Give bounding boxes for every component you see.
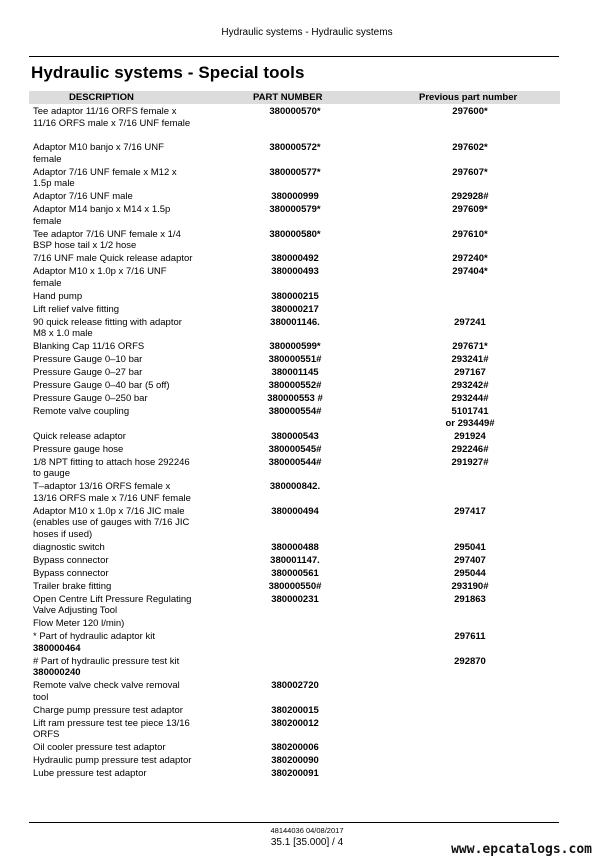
row-previous-part-line: 5101741 bbox=[451, 406, 489, 417]
table-row bbox=[0, 481, 614, 506]
row-previous-part-number bbox=[410, 354, 530, 366]
row-description-line: Trailer brake fitting bbox=[33, 580, 112, 592]
row-description-line: diagnostic switch bbox=[33, 541, 105, 553]
row-previous-part-number bbox=[410, 457, 530, 469]
row-part-number: 380000553 # bbox=[267, 393, 323, 404]
row-description bbox=[33, 304, 223, 316]
row-description bbox=[33, 291, 223, 303]
row-description-line: Adaptor M10 x 1.0p x 7/16 JIC male bbox=[33, 505, 185, 517]
table-row bbox=[0, 444, 614, 457]
table-row bbox=[0, 555, 614, 568]
row-part-number: 380000570* bbox=[269, 106, 321, 117]
row-part-number: 380000493 bbox=[271, 266, 319, 277]
row-part-number: 380200012 bbox=[271, 717, 319, 729]
table-row bbox=[0, 506, 614, 542]
row-description bbox=[33, 618, 223, 630]
table-row bbox=[0, 742, 614, 755]
row-description-line: 13/16 ORFS male x 7/16 UNF female bbox=[33, 492, 191, 504]
row-description-line: Pressure Gauge 0–250 bar bbox=[33, 393, 148, 404]
row-previous-part-number bbox=[410, 367, 530, 379]
row-description bbox=[33, 718, 223, 741]
table-row bbox=[0, 341, 614, 354]
row-description bbox=[33, 542, 223, 554]
row-previous-part-line: 297610* bbox=[452, 228, 488, 240]
row-description-line: female bbox=[33, 153, 62, 165]
row-part-number: 380000580* bbox=[269, 228, 321, 240]
row-description-line: Hydraulic pump pressure test adaptor bbox=[33, 755, 192, 766]
row-description-line: Flow Meter 120 l/min) bbox=[33, 618, 125, 629]
table-row bbox=[0, 594, 614, 619]
row-previous-part-line: 297602* bbox=[452, 142, 488, 153]
row-part-number: 380000550# bbox=[268, 580, 322, 592]
row-description-line: hoses if used) bbox=[33, 528, 93, 540]
table-row bbox=[0, 167, 614, 192]
row-description-line: (enables use of gauges with 7/16 JIC bbox=[33, 517, 190, 528]
row-previous-part-number bbox=[410, 568, 530, 580]
row-part-number: 380001146. bbox=[270, 316, 320, 328]
row-kit-number: 380000464 bbox=[33, 642, 81, 654]
table-row bbox=[0, 768, 614, 781]
row-part-number: 380000492 bbox=[271, 253, 319, 264]
row-previous-part-line: 297671* bbox=[452, 341, 488, 352]
row-part-number: 380000842. bbox=[269, 481, 321, 492]
row-description bbox=[33, 253, 223, 265]
table-row bbox=[0, 656, 614, 681]
row-description-line: Adaptor 7/16 UNF female x M12 x bbox=[33, 166, 177, 178]
row-description-line: Oil cooler pressure test adaptor bbox=[33, 742, 166, 753]
row-description-line: Tee adaptor 11/16 ORFS female x bbox=[33, 106, 177, 117]
row-part-number: 380000488 bbox=[271, 541, 319, 553]
row-previous-part-number bbox=[410, 380, 530, 392]
row-previous-part-number bbox=[410, 506, 530, 518]
row-previous-part-number bbox=[410, 581, 530, 593]
row-part-number: 380000999 bbox=[271, 191, 319, 202]
row-description bbox=[33, 167, 223, 190]
row-part-number: 380200090 bbox=[271, 755, 319, 766]
row-description-line: 11/16 ORFS male x 7/16 UNF female bbox=[33, 117, 191, 129]
row-part-number: 380000217 bbox=[271, 303, 319, 315]
watermark: www.epcatalogs.com bbox=[451, 842, 592, 857]
table-row bbox=[0, 618, 614, 631]
row-description bbox=[33, 742, 223, 754]
row-description-line: Quick release adaptor bbox=[33, 430, 126, 442]
row-description-line: 7/16 UNF male Quick release adaptor bbox=[33, 253, 193, 264]
row-part-number: 380200091 bbox=[271, 768, 319, 779]
table-row bbox=[0, 317, 614, 342]
table-row bbox=[0, 568, 614, 581]
row-part-number: 380001147. bbox=[270, 554, 320, 566]
row-previous-part-line: 292870 bbox=[454, 655, 486, 667]
row-description-line: Remote valve coupling bbox=[33, 406, 130, 417]
table-row bbox=[0, 191, 614, 204]
table-row bbox=[0, 253, 614, 266]
row-description-line: Open Centre Lift Pressure Regulating bbox=[33, 593, 192, 605]
row-description bbox=[33, 656, 223, 679]
row-description-line: Hand pump bbox=[33, 290, 83, 302]
row-part-number: 380200015 bbox=[271, 704, 319, 716]
row-description bbox=[33, 380, 223, 392]
footer-document-number: 48144036 04/08/2017 bbox=[270, 826, 344, 835]
row-previous-part-line: 291924 bbox=[454, 430, 486, 442]
row-previous-part-number bbox=[410, 444, 530, 456]
bottom-rule bbox=[29, 822, 559, 823]
row-previous-part-line: 291927# bbox=[451, 456, 489, 468]
table-row bbox=[0, 431, 614, 444]
row-description-line: Lift relief valve fitting bbox=[33, 303, 120, 315]
row-part-number: 380000231 bbox=[271, 593, 319, 605]
row-previous-part-number bbox=[410, 656, 530, 668]
row-previous-part-number bbox=[410, 106, 530, 118]
row-previous-part-line: 297240* bbox=[452, 253, 488, 264]
table-row bbox=[0, 393, 614, 406]
row-description-line: Remote valve check valve removal bbox=[33, 680, 180, 691]
row-description bbox=[33, 317, 223, 340]
row-description bbox=[33, 705, 223, 717]
row-previous-part-number bbox=[410, 253, 530, 265]
row-previous-part-line: 297600* bbox=[452, 106, 488, 117]
row-previous-part-line: 293190# bbox=[451, 580, 489, 592]
row-kit-number: 380000240 bbox=[33, 667, 81, 678]
row-part-number: 380000561 bbox=[271, 567, 319, 579]
row-previous-part-line: or 293449# bbox=[445, 417, 495, 429]
row-previous-part-line: 297407 bbox=[454, 554, 486, 566]
table-row bbox=[0, 142, 614, 167]
table-row bbox=[0, 229, 614, 254]
row-description bbox=[33, 266, 223, 289]
row-description-line: M8 x 1.0 male bbox=[33, 328, 93, 339]
row-description bbox=[33, 481, 223, 504]
row-description bbox=[33, 393, 223, 405]
row-previous-part-number bbox=[410, 594, 530, 606]
row-part-number: 380000543 bbox=[271, 430, 319, 442]
top-rule bbox=[29, 56, 559, 57]
row-previous-part-line: 291863 bbox=[454, 593, 486, 605]
row-description bbox=[33, 755, 223, 767]
row-description-line: Adaptor 7/16 UNF male bbox=[33, 191, 133, 202]
row-previous-part-number bbox=[410, 229, 530, 241]
row-description bbox=[33, 444, 223, 456]
row-description-line: to gauge bbox=[33, 468, 70, 479]
row-part-number: 380000599* bbox=[269, 341, 321, 352]
row-previous-part-line: 293242# bbox=[451, 380, 489, 391]
row-previous-part-number bbox=[410, 406, 530, 429]
table-row bbox=[0, 204, 614, 229]
table-row bbox=[0, 705, 614, 718]
row-description-line: Valve Adjusting Tool bbox=[33, 605, 118, 616]
row-previous-part-number bbox=[410, 191, 530, 203]
row-description bbox=[33, 341, 223, 353]
row-description-line: female bbox=[33, 215, 62, 227]
row-previous-part-number bbox=[410, 266, 530, 278]
row-previous-part-line: 293241# bbox=[451, 354, 489, 365]
row-description-line: Pressure Gauge 0–40 bar (5 off) bbox=[33, 380, 170, 391]
row-description bbox=[33, 367, 223, 379]
row-description-line: # Part of hydraulic pressure test kit bbox=[33, 655, 180, 667]
row-description-line: female bbox=[33, 277, 62, 289]
row-description bbox=[33, 142, 223, 165]
row-previous-part-number bbox=[410, 204, 530, 216]
row-description-line: Charge pump pressure test adaptor bbox=[33, 704, 183, 716]
table-header bbox=[29, 91, 560, 104]
row-description bbox=[33, 354, 223, 366]
row-description bbox=[33, 506, 223, 541]
row-previous-part-line: 297611 bbox=[454, 631, 486, 642]
row-previous-part-line: 295041 bbox=[454, 541, 486, 553]
column-header-previous-part-number: Previous part number bbox=[419, 92, 518, 103]
row-description bbox=[33, 594, 223, 617]
row-previous-part-number bbox=[410, 142, 530, 154]
row-description bbox=[33, 631, 223, 654]
row-description-line: Lift ram pressure test tee piece 13/16 bbox=[33, 717, 190, 729]
row-description-line: Blanking Cap 11/16 ORFS bbox=[33, 341, 145, 352]
row-description-line: 1.5p male bbox=[33, 178, 75, 189]
footer-page-number: 35.1 [35.000] / 4 bbox=[270, 837, 344, 848]
row-description-line: Lube pressure test adaptor bbox=[33, 768, 147, 779]
table-row bbox=[0, 755, 614, 768]
table-row bbox=[0, 106, 614, 142]
row-part-number: 380000551# bbox=[268, 354, 322, 365]
table-row bbox=[0, 354, 614, 367]
row-description bbox=[33, 406, 223, 418]
row-description bbox=[33, 555, 223, 567]
row-description-line: T–adaptor 13/16 ORFS female x bbox=[33, 481, 171, 492]
row-description bbox=[33, 204, 223, 227]
row-part-number: 380001145 bbox=[271, 367, 319, 378]
table-row bbox=[0, 304, 614, 317]
row-description bbox=[33, 768, 223, 780]
column-header-description: DESCRIPTION bbox=[69, 92, 134, 103]
table-row bbox=[0, 266, 614, 291]
row-part-number: 380000579* bbox=[269, 204, 321, 215]
row-previous-part-number bbox=[410, 542, 530, 554]
row-description bbox=[33, 680, 223, 703]
table-row bbox=[0, 367, 614, 380]
row-previous-part-line: 297404* bbox=[452, 266, 488, 277]
page-title: Hydraulic systems - Special tools bbox=[31, 63, 305, 82]
row-part-number: 380000554# bbox=[268, 406, 322, 417]
table-row bbox=[0, 457, 614, 482]
row-part-number: 380000494 bbox=[271, 505, 319, 517]
row-description-line: Pressure Gauge 0–10 bar bbox=[33, 354, 143, 365]
row-previous-part-number bbox=[410, 341, 530, 353]
row-description-line: Adaptor M10 banjo x 7/16 UNF bbox=[33, 142, 164, 153]
row-description-line: * Part of hydraulic adaptor kit bbox=[33, 631, 155, 642]
row-description-line: Adaptor M10 x 1.0p x 7/16 UNF bbox=[33, 266, 167, 277]
table-row bbox=[0, 718, 614, 743]
row-part-number: 380000545# bbox=[268, 443, 322, 455]
row-description-line: Bypass connector bbox=[33, 554, 109, 566]
row-previous-part-line: 293244# bbox=[451, 393, 489, 404]
row-description-line: Pressure Gauge 0–27 bar bbox=[33, 367, 143, 378]
row-part-number: 380000552# bbox=[268, 380, 322, 391]
row-part-number: 380000577* bbox=[269, 166, 321, 178]
row-previous-part-number bbox=[410, 317, 530, 329]
row-previous-part-line: 297241 bbox=[454, 316, 486, 328]
row-part-number: 380000572* bbox=[269, 142, 321, 153]
row-previous-part-line: 297417 bbox=[454, 505, 486, 517]
row-description bbox=[33, 431, 223, 443]
row-previous-part-number bbox=[410, 393, 530, 405]
row-description-line: tool bbox=[33, 691, 49, 703]
row-previous-part-number bbox=[410, 631, 530, 643]
row-description bbox=[33, 191, 223, 203]
row-description-line: Pressure gauge hose bbox=[33, 443, 124, 455]
row-description-line: 1/8 NPT fitting to attach hose 292246 bbox=[33, 456, 190, 468]
row-description-line: Tee adaptor 7/16 UNF female x 1/4 bbox=[33, 228, 181, 240]
row-previous-part-line: 292246# bbox=[451, 443, 489, 455]
table-row bbox=[0, 581, 614, 594]
row-previous-part-line: 297609* bbox=[452, 204, 488, 215]
row-part-number: 380000544# bbox=[268, 456, 322, 468]
row-previous-part-line: 292928# bbox=[451, 191, 489, 202]
row-previous-part-line: 297607* bbox=[452, 166, 488, 178]
table-row bbox=[0, 406, 614, 431]
row-description-line: Bypass connector bbox=[33, 567, 109, 579]
table-row bbox=[0, 680, 614, 705]
row-previous-part-line: 297167 bbox=[454, 367, 486, 378]
column-header-part-number: PART NUMBER bbox=[253, 92, 323, 103]
table-row bbox=[0, 631, 614, 656]
row-description-line: 90 quick release fitting with adaptor bbox=[33, 316, 182, 328]
row-previous-part-line: 295044 bbox=[454, 567, 486, 579]
row-description bbox=[33, 106, 223, 129]
row-description-line: ORFS bbox=[33, 729, 60, 740]
row-description bbox=[33, 568, 223, 580]
row-previous-part-number bbox=[410, 431, 530, 443]
table-row bbox=[0, 380, 614, 393]
running-head: Hydraulic systems - Hydraulic systems bbox=[221, 27, 393, 38]
row-description bbox=[33, 457, 223, 480]
table-row bbox=[0, 291, 614, 304]
row-previous-part-number bbox=[410, 167, 530, 179]
row-part-number: 380200006 bbox=[271, 742, 319, 753]
parts-table bbox=[0, 106, 614, 781]
row-part-number: 380000215 bbox=[271, 290, 319, 302]
row-previous-part-number bbox=[410, 555, 530, 567]
row-description bbox=[33, 229, 223, 252]
row-part-number: 380002720 bbox=[271, 680, 319, 691]
row-description-line: Adaptor M14 banjo x M14 x 1.5p bbox=[33, 204, 171, 215]
row-description bbox=[33, 581, 223, 593]
table-row bbox=[0, 542, 614, 555]
row-description-line: BSP hose tail x 1/2 hose bbox=[33, 240, 137, 251]
